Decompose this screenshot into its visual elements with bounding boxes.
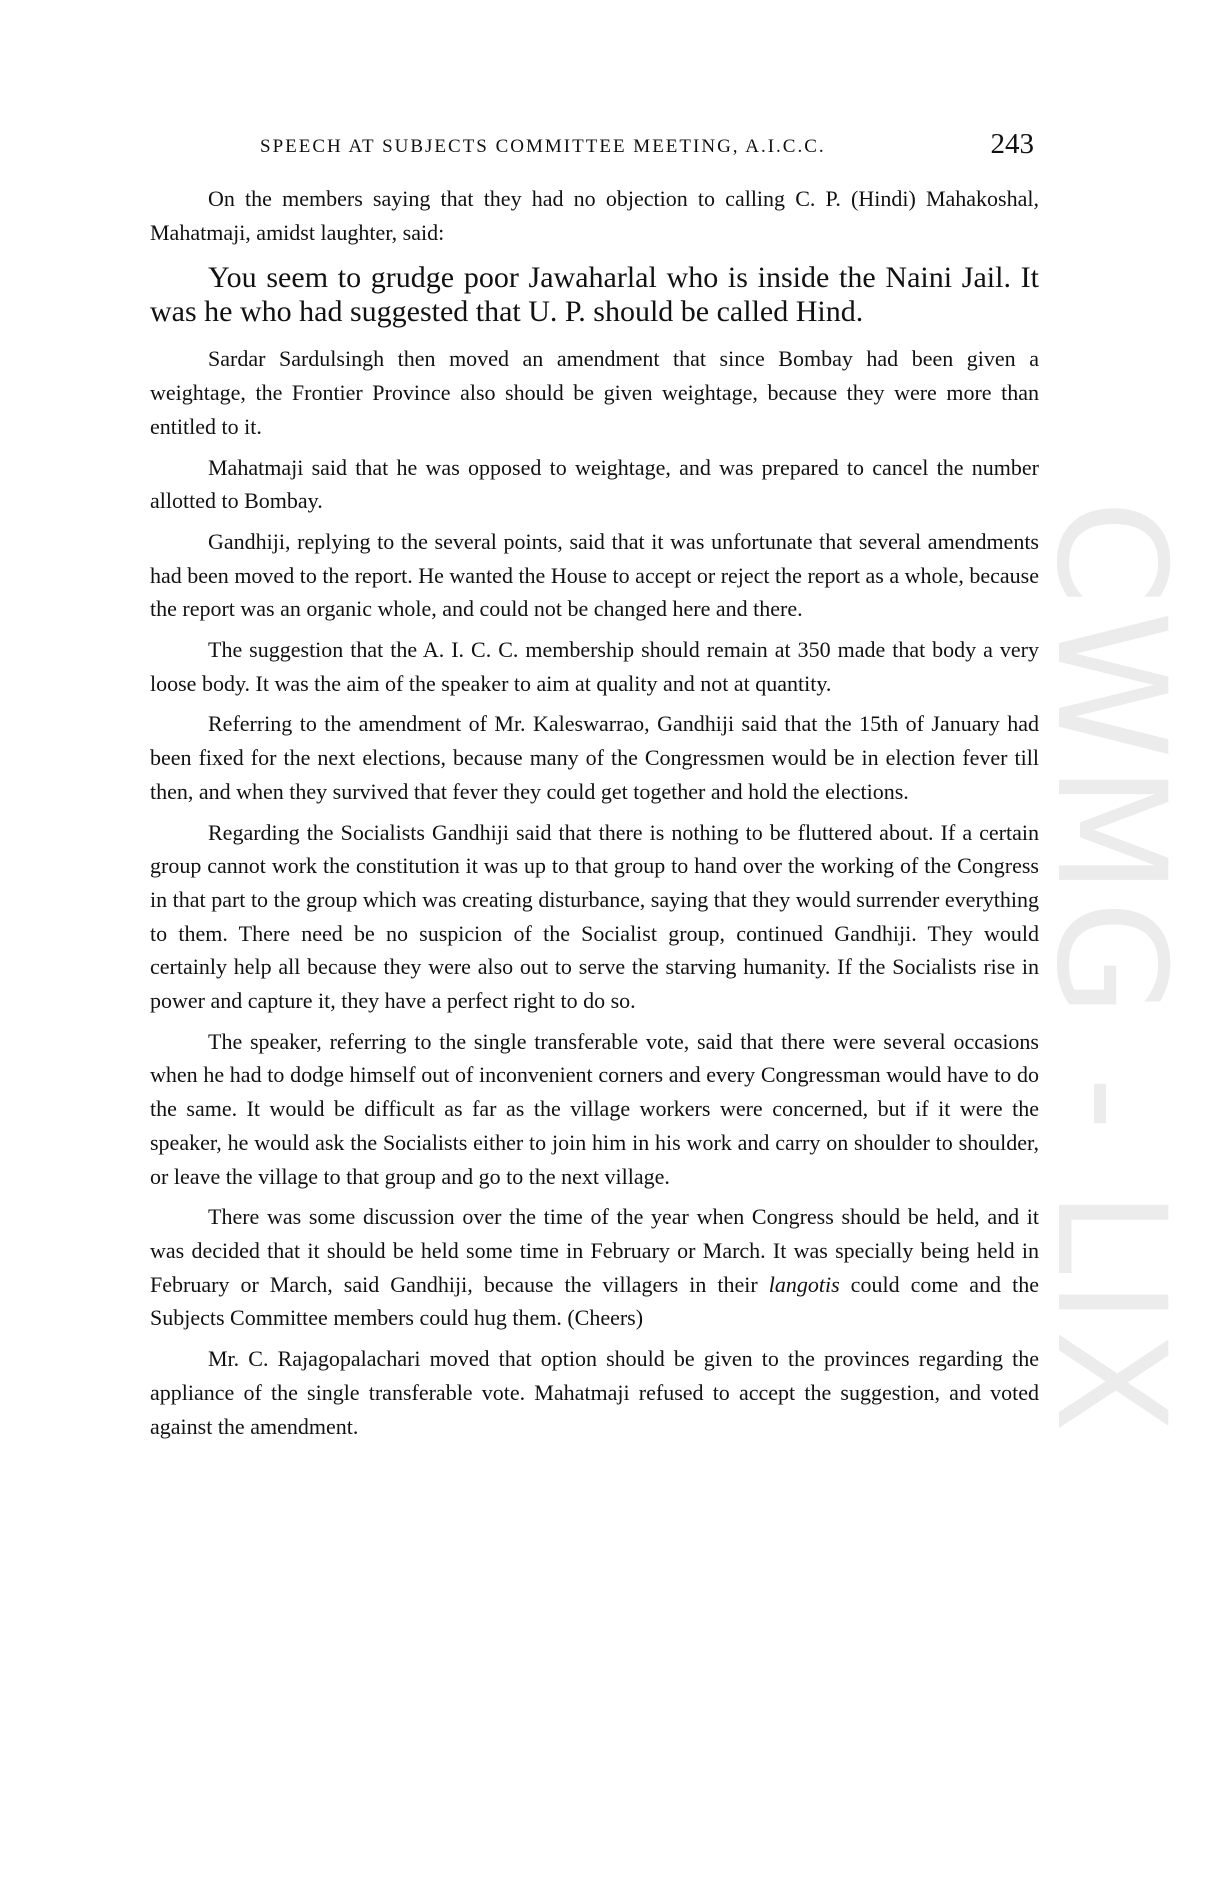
watermark: CWMG - LIX: [1023, 500, 1197, 1439]
paragraph: The suggestion that the A. I. C. C. membership should remain at 350 made that body a very loose body. It was the aim of the speaker to aim at quality and not at quantity.: [150, 637, 1039, 696]
paragraph: The speaker, referring to the single transferable vote, said that there were several occasions when he had to dodge himself out of inconvenient corners and every Congressman would have to do the same. It would be difficult as far as the village workers were concerned, but if it were the speaker, he would ask the Socialists either to join him in his work and carry on shoulder to shoulder, or leave the village to that group and go to the next village.: [150, 1028, 1039, 1189]
paragraph: Gandhiji, replying to the several points, said that it was unfortunate that several amendments had been moved to the report. He wanted the House to accept or reject the report as a whole, because the report was an organic whole, and could not be changed here and there.: [150, 528, 1039, 622]
paragraph: Referring to the amendment of Mr. Kaleswarrao, Gandhiji said that the 15th of January had been fixed for the next elections, because many of the Congressmen would be in election fever till then, and when they survived that fever they could get together and hold the elections.: [150, 711, 1039, 804]
page-header: [150, 128, 1040, 168]
paragraph-text: could come and the Subjects Committee members could hug them. (Cheers): [150, 1271, 1039, 1331]
paragraph: [150, 1200, 1039, 1335]
body-text: [150, 182, 1039, 1450]
italic-term: langotis: [768, 1271, 840, 1297]
running-head: SPEECH AT SUBJECTS COMMITTEE MEETING, A.I.C.C.: [260, 136, 826, 157]
paragraph: Mr. C. Rajagopalachari moved that option should be given to the provinces regarding the appliance of the single transferable vote. Mahatmaji refused to accept the suggestion, and voted against the amendment.: [150, 1346, 1039, 1439]
paragraph-text: There was some discussion over the time of the year when Congress should be held, and it was decided that it should be held some time in February or March. It was specially being held in February or March, said Gandhiji, because the villagers in their: [150, 1204, 1039, 1297]
paragraph: Sardar Sardulsingh then moved an amendment that since Bombay had been given a weightage, the Frontier Province also should be given weightage, because they were more than entitled to it.: [150, 346, 1039, 439]
quotation: You seem to grudge poor Jawaharlal who is inside the Naini Jail. It was he who had suggested that U. P. should be called Hind.: [150, 261, 1039, 329]
page-number: 243: [990, 128, 1034, 160]
paragraph-intro: On the members saying that they had no objection to calling C. P. (Hindi) Mahakoshal, Mahatmaji, amidst laughter, said:: [150, 186, 1039, 245]
paragraph: Mahatmaji said that he was opposed to weightage, and was prepared to cancel the number allotted to Bombay.: [150, 454, 1039, 514]
paragraph: Regarding the Socialists Gandhiji said that there is nothing to be fluttered about. If a certain group cannot work the constitution it was up to that group to hand over the working of the Congress in that part to the group which was creating disturbance, saying that they would surrender everything to them. There need be no suspicion of the Socialist group, continued Gandhiji. They would certainly help all because they were also out to serve the starving humanity. If the Socialists rise in power and capture it, they have a perfect right to do so.: [150, 819, 1039, 1014]
